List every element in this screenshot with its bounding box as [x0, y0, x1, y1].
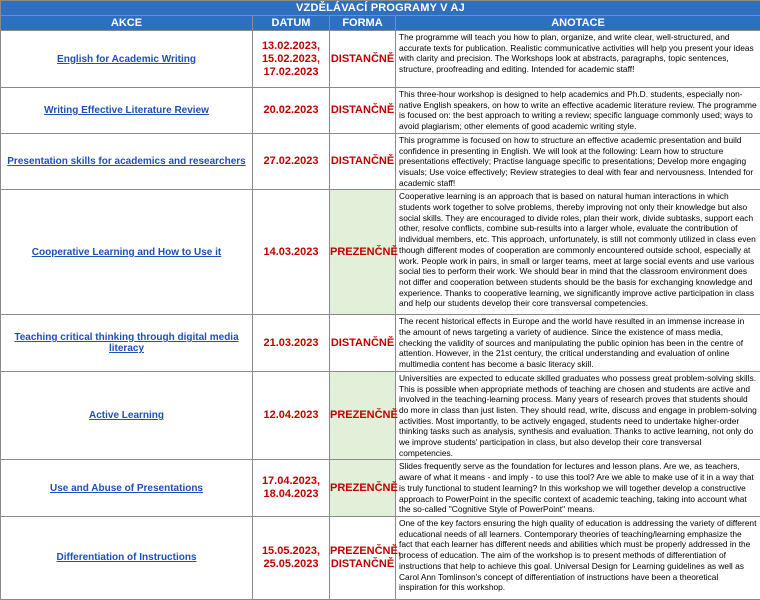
anotace-cell: The programme will teach you how to plan, organize, and write clear, well-structured, and accurate texts for publication. Realistic communicative activities will help you present your ideas with clarity and precision. The Workshops look at abstracts, paragraphs, topic sentences, structure, proofreading and editing. Intended for academic staff! — [396, 31, 760, 88]
header-anotace: ANOTACE — [396, 16, 760, 31]
akce-cell — [1, 190, 253, 315]
date-text: 20.02.2023 — [253, 104, 329, 117]
date-text: 17.02.2023 — [253, 66, 329, 79]
program-link[interactable]: Cooperative Learning and How to Use it — [32, 247, 221, 258]
datum-cell — [253, 133, 330, 190]
anotace-cell: This programme is focused on how to structure an effective academic presentation and build confidence in presenting in English. We will look at the following: Learn how to structure presentations effectively; Practise language specific to presentations; Develop more engaging visuals; Use voice effectively; Review strategies to deal with fear and nervousness. Intended for academic staff! — [396, 133, 760, 190]
forma-cell — [330, 31, 396, 88]
forma-cell — [330, 88, 396, 134]
program-link[interactable]: Presentation skills for academics and researchers — [7, 156, 245, 167]
program-link[interactable]: Use and Abuse of Presentations — [50, 483, 203, 494]
anotace-cell: One of the key factors ensuring the high quality of education is addressing the variety of different educational needs of all learners. Contemporary theories of teaching/learning emphasize the fact that each learner has different needs and abilities which must be properly addressed in the process of education. The aim of the workshop is to present methods of differentiation of instructions that help to achieve this goal. Universal Design for Learning guidelines as well as Carol Ann Tomlinson's concept of differentiation of instructions have been a theoretical inspiration for this workshop. — [396, 516, 760, 599]
program-link[interactable]: Writing Effective Literature Review — [44, 105, 209, 116]
akce-cell — [1, 315, 253, 372]
datum-cell — [253, 315, 330, 372]
date-text: 18.04.2023 — [253, 488, 329, 501]
date-text: 17.04.2023, — [253, 475, 329, 488]
date-text: 15.02.2023, — [253, 53, 329, 66]
forma-text: PREZENČNĚ — [330, 246, 395, 259]
anotace-cell: Cooperative learning is an approach that is based on natural human interactions in which students work together to solve problems, thereby improving not only their knowledge but also social skills. They are encouraged to divide roles, plan their work, divide subtasks, support each other, resolve conflicts, combine sub-results into a larger whole, evaluate the contribution of individual members, etc. This approach, unfortunately, is still not commonly utilized in class even though different modes of cooperation are commonly encountered outside school, especially at work. People work in pairs, in small or larger teams, meet at large social events and use various social ties to perform their work. We should bear in mind that the classroom environment does not differ and cooperation between students should be the basis for exchanging knowledge and experience. Thanks to cooperative learning, we significantly improve active participation in class and help our students develop their core transversal competencies. — [396, 190, 760, 315]
anotace-cell: The recent historical effects in Europe and the world have resulted in an immense increase in the amount of news targeting a variety of audience. Since the existence of mass media, checking the validity of sources and manipulating the public opinion has been in the centre of attention. However, in the 21st century, the critical understanding and evaluation of online multimedia content has become a basic literacy skill. — [396, 315, 760, 372]
table-row — [1, 315, 760, 372]
anotace-cell: Universities are expected to educate skilled graduates who possess great problem-solving skills. This is possible when appropriate methods of teaching are chosen and students are active and involved in the teaching-learning process. Many years of research proves that students should do more in class than just listen. They should read, write, discuss and engage in problem-solving activities. Most importantly, to be actively engaged, students need to undertake higher-order thinking tasks such as analysis, synthesis and evaluation. Thanks to active learning, not only do we improve students' participation in class, but also develop their core transversal competencies. — [396, 371, 760, 460]
date-text: 13.02.2023, — [253, 40, 329, 53]
forma-text: DISTANČNĚ — [330, 337, 395, 350]
akce-cell — [1, 88, 253, 134]
datum-cell — [253, 31, 330, 88]
forma-text: DISTANČNĚ — [330, 53, 395, 66]
table-row — [1, 460, 760, 517]
forma-text: DISTANČNĚ — [330, 104, 395, 117]
program-link[interactable]: Active Learning — [89, 410, 164, 421]
forma-cell — [330, 460, 396, 517]
akce-cell — [1, 460, 253, 517]
forma-cell — [330, 371, 396, 460]
table-row — [1, 516, 760, 599]
header-forma: FORMA — [330, 16, 396, 31]
datum-cell — [253, 371, 330, 460]
date-text: 14.03.2023 — [253, 246, 329, 259]
akce-cell — [1, 133, 253, 190]
forma-text: PREZENČNĚ — [330, 482, 395, 495]
date-text: 27.02.2023 — [253, 155, 329, 168]
program-link[interactable]: Differentiation of Instructions — [57, 552, 197, 563]
forma-cell — [330, 315, 396, 372]
forma-cell — [330, 190, 396, 315]
program-link[interactable]: English for Academic Writing — [57, 54, 196, 65]
akce-cell — [1, 371, 253, 460]
date-text: 21.03.2023 — [253, 337, 329, 350]
datum-cell — [253, 516, 330, 599]
anotace-cell: Slides frequently serve as the foundation for lectures and lesson plans. Are we, as teachers, aware of what it means - and imply - to use this tool? Are we able to make use of it in a way that is truly functional to student learning? In this workshop we will together develop a constructive approach to PowerPoint in the specific context of academic teaching, taking into account what the so-called "Cognitive Style of PowerPoint" means. — [396, 460, 760, 517]
forma-text: PREZENČNĚ — [330, 409, 395, 422]
table-row — [1, 371, 760, 460]
forma-text: PREZENČNĚ, — [330, 545, 395, 558]
akce-cell — [1, 31, 253, 88]
program-link[interactable]: Teaching critical thinking through digital media literacy — [14, 332, 238, 354]
forma-cell — [330, 516, 396, 599]
akce-cell — [1, 516, 253, 599]
forma-text: DISTANČNĚ — [330, 558, 395, 571]
date-text: 15.05.2023, — [253, 545, 329, 558]
datum-cell — [253, 460, 330, 517]
table-row — [1, 88, 760, 134]
date-text: 25.05.2023 — [253, 558, 329, 571]
date-text: 12.04.2023 — [253, 409, 329, 422]
table-title: VZDĚLÁVACÍ PROGRAMY V AJ — [1, 1, 760, 16]
forma-text: DISTANČNĚ — [330, 155, 395, 168]
anotace-cell: This three-hour workshop is designed to help academics and Ph.D. students, especially non-native English speakers, on how to write an effective academic literature review. The programme is focused on: the best approach to writing a review; specific language commonly used; ways to avoid plagiarism; other elements of good academic writing style. — [396, 88, 760, 134]
header-datum: DATUM — [253, 16, 330, 31]
header-akce: AKCE — [1, 16, 253, 31]
datum-cell — [253, 190, 330, 315]
datum-cell — [253, 88, 330, 134]
table-row — [1, 190, 760, 315]
forma-cell — [330, 133, 396, 190]
table-row — [1, 133, 760, 190]
table-row — [1, 31, 760, 88]
